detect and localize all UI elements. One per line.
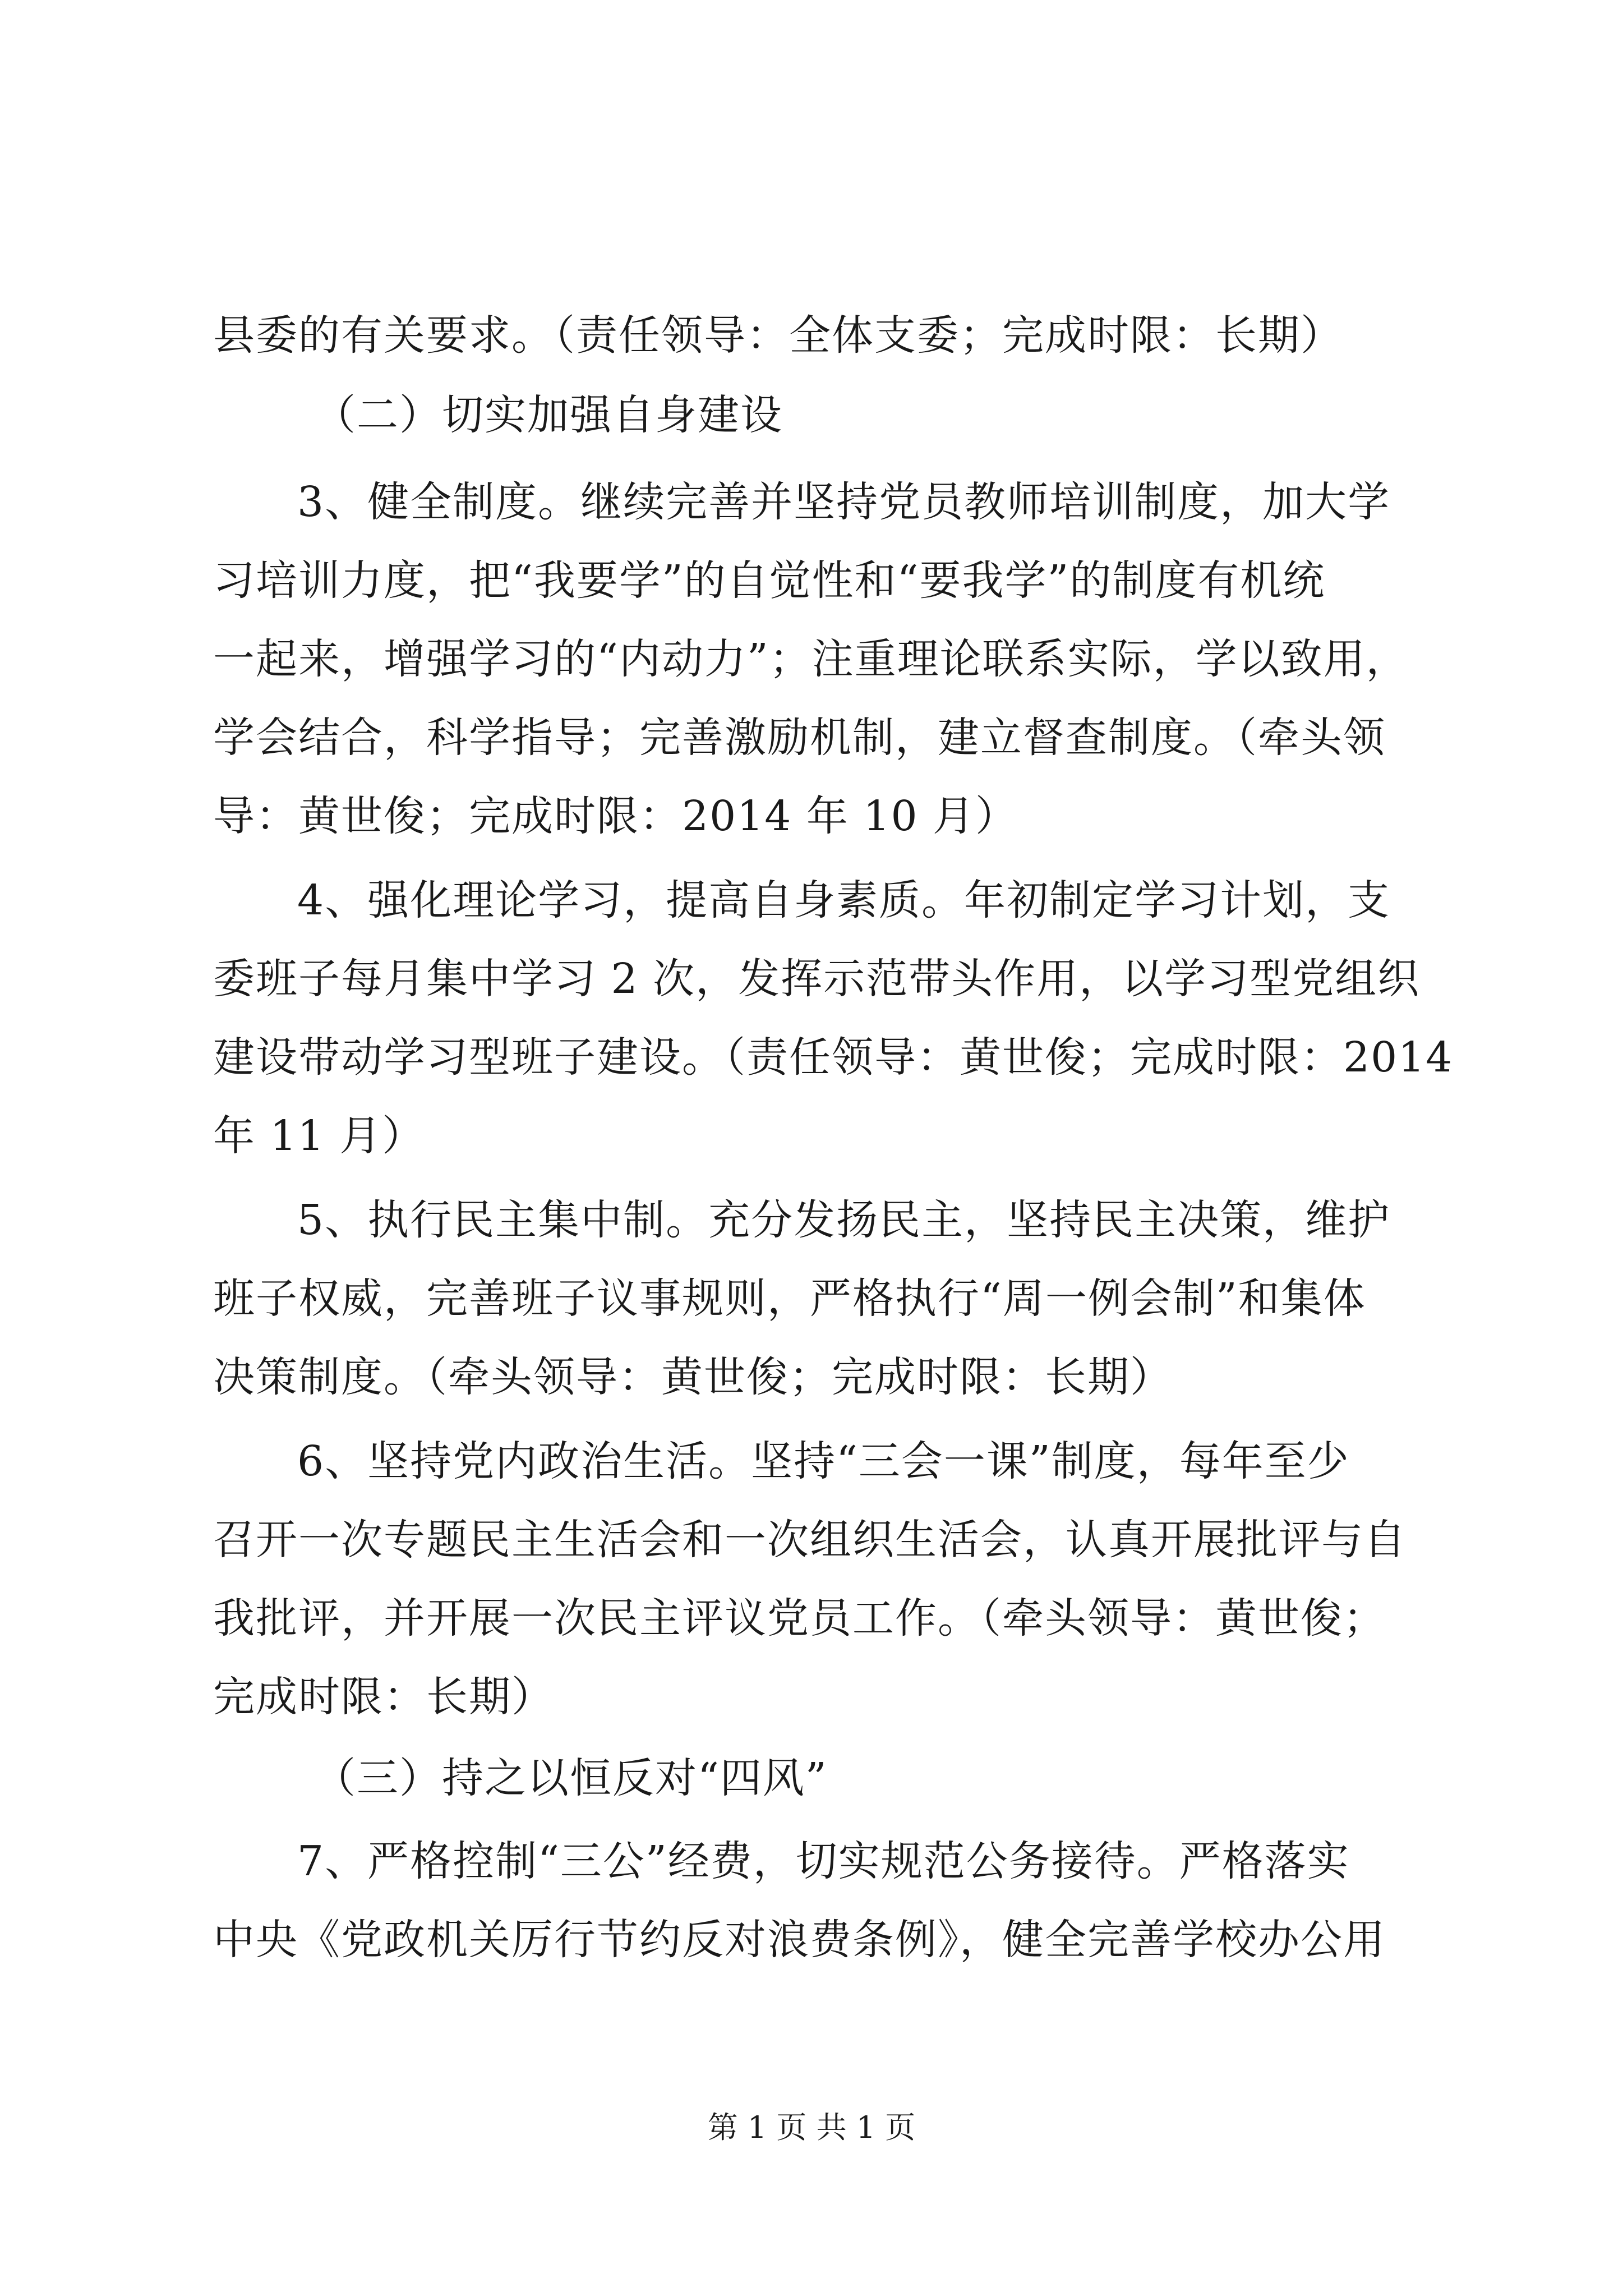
page-footer: 第 1 页 共 1 页	[707, 2110, 916, 2145]
paragraph-line: 4、强化理论学习，提高自身素质。年初制定学习计划，支	[297, 876, 1391, 924]
paragraph-line: 7、严格控制“三公”经费，切实规范公务接待。严格落实	[297, 1837, 1350, 1885]
section-heading: （三）持之以恒反对“四风”	[314, 1754, 828, 1802]
paragraph-line: 班子权威，完善班子议事规则，严格执行“周一例会制”和集体	[213, 1274, 1366, 1323]
paragraph-line: 县委的有关要求。（责任领导：全体支委；完成时限：长期）	[213, 311, 1343, 360]
paragraph-line: 习培训力度，把“我要学”的自觉性和“要我学”的制度有机统	[213, 556, 1326, 605]
paragraph-line: 导：黄世俊；完成时限：2014 年 10 月）	[213, 792, 1018, 840]
paragraph-line: 中央《党政机关厉行节约反对浪费条例》，健全完善学校办公用	[213, 1916, 1386, 1964]
paragraph-line: 3、健全制度。继续完善并坚持党员教师培训制度，加大学	[297, 478, 1391, 526]
paragraph-line: 5、执行民主集中制。充分发扬民主，坚持民主决策，维护	[297, 1196, 1391, 1244]
paragraph-line: 一起来，增强学习的“内动力”；注重理论联系实际，学以致用，	[213, 635, 1409, 683]
paragraph-line: 学会结合，科学指导；完善激励机制，建立督查制度。（牵头领	[213, 714, 1386, 762]
paragraph-line: 委班子每月集中学习 2 次，发挥示范带头作用，以学习型党组织	[213, 955, 1421, 1003]
paragraph-line: 我批评，并开展一次民主评议党员工作。（牵头领导：黄世俊；	[213, 1594, 1386, 1642]
paragraph-line: 年 11 月）	[213, 1112, 425, 1160]
paragraph-line: 建设带动学习型班子建设。（责任领导：黄世俊；完成时限：2014	[213, 1033, 1454, 1082]
paragraph-line: 6、坚持党内政治生活。坚持“三会一课”制度，每年至少	[297, 1437, 1350, 1485]
paragraph-line: 召开一次专题民主生活会和一次组织生活会，认真开展批评与自	[213, 1516, 1407, 1564]
paragraph-line: 决策制度。（牵头领导：黄世俊；完成时限：长期）	[213, 1353, 1173, 1401]
paragraph-line: 完成时限：长期）	[213, 1673, 554, 1721]
section-heading: （二）切实加强自身建设	[314, 391, 783, 439]
